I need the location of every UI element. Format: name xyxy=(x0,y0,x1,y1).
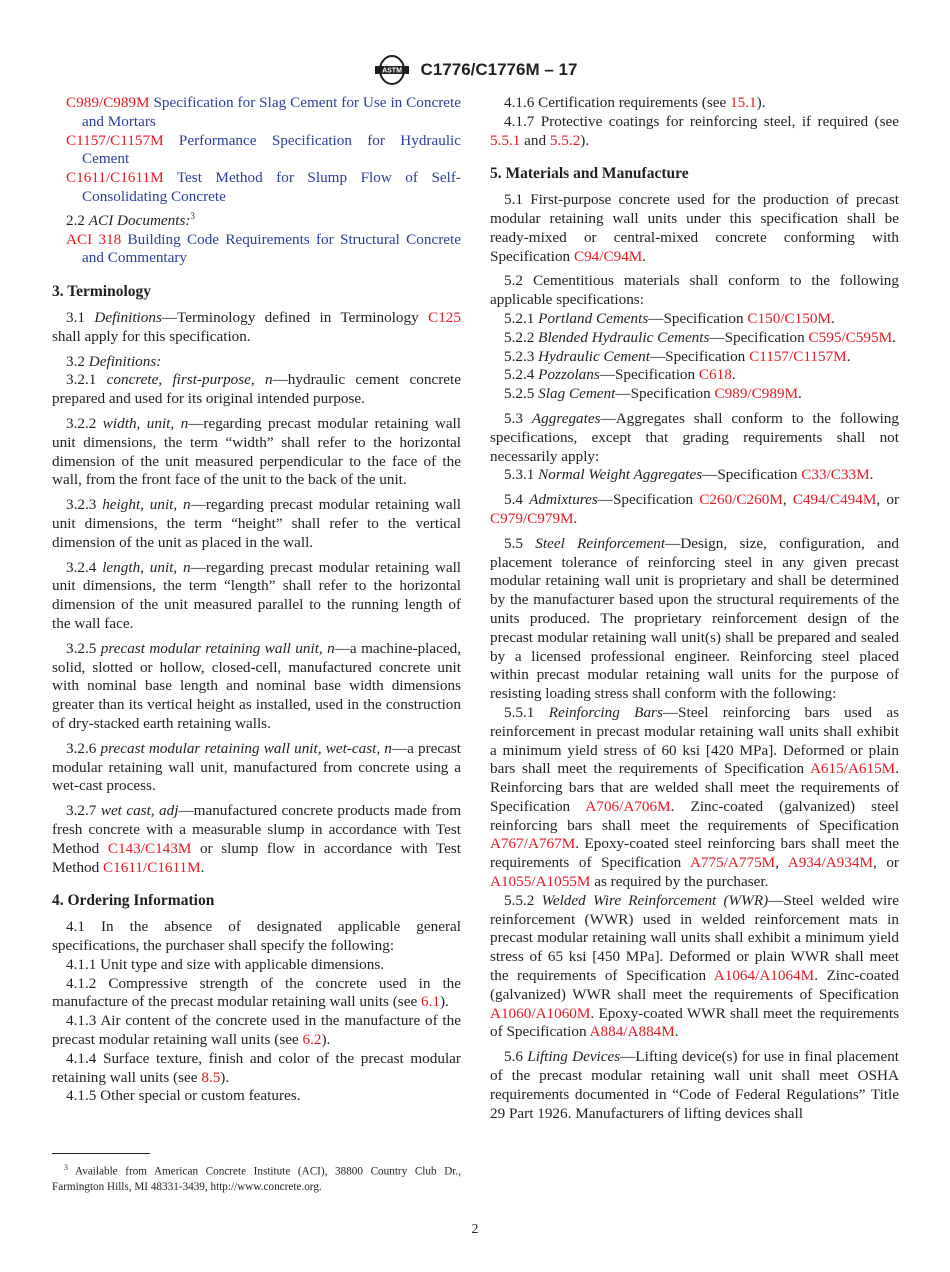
clause-5-2: 5.2 Cementitious materials shall conform to the following applicable specifications: xyxy=(490,272,899,309)
aci-documents-heading: 2.2 ACI Documents:$^3$ xyxy=(66,210,195,229)
footnote-divider xyxy=(52,1153,150,1154)
clause-4-1-5: 4.1.5 Other special or custom features. xyxy=(66,1087,301,1105)
clause-4-1-1: 4.1.1 Unit type and size with applicable dimensions. xyxy=(66,955,385,973)
link[interactable]: A706/A706M xyxy=(585,797,671,815)
link[interactable]: C125 xyxy=(428,309,461,327)
link[interactable]: 5.5.1 xyxy=(490,131,521,149)
clause-4-1-4: 4.1.4 Surface texture, finish and color of the precast modular retaining wall units (see 8.5). xyxy=(52,1049,461,1086)
clause-5-6: 5.6 Lifting Devices—Lifting device(s) for use in final placement of the precast modular retaining wall unit shall meet OSHA requirements documented in “Code of Federal Regulations” Title 29 Part 1926. Manufacturers of lifting devices shall xyxy=(490,1048,900,1122)
link[interactable]: A884/A884M xyxy=(589,1023,675,1041)
link[interactable]: 8.5 xyxy=(201,1068,221,1086)
section-heading-terminology: 3. Terminology xyxy=(52,283,152,301)
clause-4-1-6: 4.1.6 Certification requirements (see 15.1). xyxy=(504,94,766,111)
link[interactable]: A934/A934M xyxy=(787,854,873,872)
cement-item: 5.2.1 Portland Cements—Specification C150/C150M. xyxy=(504,309,835,327)
link[interactable]: C618 xyxy=(698,366,732,384)
cement-item: 5.2.3 Hydraulic Cement—Specification C1157/C1157M. xyxy=(504,347,851,365)
clause-3-2: 3.2 Definitions: xyxy=(66,352,162,370)
clause-5-5-1: 5.5.1 Reinforcing Bars—Steel reinforcing bars used as reinforcement in precast modular retaining wall units shall exhibit a minimum yield stress of 60 ksi [420 MPa]. Deformed or plain bars shall meet the requirements of Specification A615/A615M. Reinforcing bars that are welded shall meet the requirements of Specification A706/A706M. Zinc-coated (galvanized) steel reinforcing bars shall meet the requirements of Specification A767/A767M. Epoxy-coated steel reinforcing bars shall meet the requirements of Specification A775/A775M, A934/A934M, or A1055/A1055M as required by the purchaser. xyxy=(490,703,899,891)
link[interactable]: 6.2 xyxy=(302,1030,322,1048)
section-heading-ordering: 4. Ordering Information xyxy=(52,892,215,910)
section-heading-materials: 5. Materials and Manufacture xyxy=(490,165,689,183)
link[interactable]: 6.1 xyxy=(421,993,440,1011)
clause-5-5-2: 5.5.2 Welded Wire Reinforcement (WWR)—Steel welded wire reinforcement (WWR) used in welded reinforcement mats in precast modular retaining wall units shall exhibit a minimum yield stress of 65 ksi [450 MPa]. Deformed or plain WWR shall meet the requirements of Specification A1064/A1064M. Zinc-coated (galvanized) WWR shall meet the requirements of Specification A1060/A1060M. Epoxy-coated WWR shall meet the requirements of Specification A884/A884M. xyxy=(490,891,900,1041)
link[interactable]: A775/A775M xyxy=(689,854,776,872)
link[interactable]: 5.5.2 xyxy=(549,131,581,149)
link[interactable]: A767/A767M xyxy=(490,835,576,853)
reference-item xyxy=(52,132,461,170)
clause-4-1-3: 4.1.3 Air content of the concrete used in the manufacture of the precast modular retaining wall units (see 6.2). xyxy=(52,1012,461,1048)
clause-5-1: 5.1 First-purpose concrete used for the production of precast modular retaining wall units under this specification shall be ready-mixed or central-mixed concrete conforming with Specification C94/C94M. xyxy=(490,191,899,265)
definition-item: 3.2.3 height, unit, n—regarding precast modular retaining wall unit dimensions, the term “height” shall refer to the vertical dimension of the unit as placed in the wall. xyxy=(52,496,462,551)
astm-logo-icon xyxy=(373,55,411,85)
link[interactable]: A1055/A1055M xyxy=(490,873,591,891)
left-column xyxy=(52,94,461,1106)
right-column xyxy=(490,94,899,1123)
link[interactable]: C260/C260M xyxy=(699,491,783,509)
link[interactable]: 15.1 xyxy=(730,94,757,111)
reference-title[interactable]: Building Code Requirements for Structural Concrete and Commentary xyxy=(82,230,461,267)
link[interactable]: A1064/A1064M xyxy=(713,967,815,985)
page-number: 2 xyxy=(471,1222,479,1237)
reference-item xyxy=(52,231,461,269)
reference-code[interactable]: C1611/C1611M xyxy=(66,169,164,187)
clause-4-1-7: 4.1.7 Protective coatings for reinforcing steel, if required (see 5.5.1 and 5.5.2). xyxy=(490,112,899,149)
clause-5-3: 5.3 Aggregates—Aggregates shall conform to the following specifications, except that grading requirements shall not necessarily apply: xyxy=(490,409,899,465)
document-designation: C1776/C1776M – 17 xyxy=(420,60,578,79)
link[interactable]: C33/C33M xyxy=(801,466,870,484)
reference-code[interactable]: C1157/C1157M xyxy=(66,131,164,149)
reference-item xyxy=(52,94,461,132)
definition-item: 3.2.6 precast modular retaining wall unit, wet-cast, n—a precast modular retaining wall unit, manufactured from concrete using a wet-cast process. xyxy=(52,739,461,795)
reference-title[interactable]: Performance Specification for Hydraulic Cement xyxy=(82,131,461,168)
reference-title[interactable]: Test Method for Slump Flow of Self-Consolidating Concrete xyxy=(82,169,461,205)
definition-item: 3.2.5 precast modular retaining wall unit, n—a machine-placed, solid, slotted or hollow, closed-cell, manufactured concrete unit with nominal base length and nominal base width dimensions greater than its vertical height as installed, used in the construction of dry-stacked earth retaining walls. xyxy=(52,639,461,732)
link[interactable]: A1060/A1060M xyxy=(490,1004,591,1022)
link[interactable]: C94/C94M xyxy=(573,247,643,265)
cement-item: 5.2.4 Pozzolans—Specification C618. xyxy=(504,366,736,384)
link[interactable]: A615/A615M xyxy=(809,760,896,778)
definition-item: 3.2.1 concrete, first-purpose, n—hydraulic cement concrete prepared and used for its original intended purpose. xyxy=(52,371,461,408)
cement-item: 5.2.5 Slag Cement—Specification C989/C989M. xyxy=(504,385,802,403)
reference-code[interactable]: ACI 318 xyxy=(66,230,122,248)
definition-item: 3.2.4 length, unit, n—regarding precast modular retaining wall unit dimensions, the term “length” shall refer to the horizontal dimension of the unit measured parallel to the running length of the wall face. xyxy=(52,558,462,632)
reference-title[interactable]: Specification for Slag Cement for Use in Concrete and Mortars xyxy=(82,94,461,130)
link[interactable]: C150/C150M xyxy=(747,309,831,327)
cement-item: 5.2.2 Blended Hydraulic Cements—Specification C595/C595M. xyxy=(504,328,896,346)
link[interactable]: C1611/C1611M xyxy=(103,858,201,876)
reference-code[interactable]: C989/C989M xyxy=(66,94,150,111)
clause-4-1: 4.1 In the absence of designated applicable general specifications, the purchaser shall specify the following: xyxy=(52,918,461,954)
svg-text:ASTM: ASTM xyxy=(381,67,402,75)
reference-item xyxy=(52,169,461,207)
definition-item: 3.2.2 width, unit, n—regarding precast modular retaining wall unit dimensions, the term “width” shall refer to the horizontal dimension of the unit measured perpendicular to the face of the wall, from the front face of the unit to the back of the unit. xyxy=(52,415,461,489)
definition-item: 3.2.7 wet cast, adj—manufactured concrete products made from fresh concrete with a measurable slump in accordance with Test Method C143/C143M or slump flow in accordance with Test Method C1611/C1611M. xyxy=(52,802,462,876)
footnote: $^3$ Available from American Concrete Institute (ACI), 38800 Country Club Dr., Farmington Hills, MI 48331-3439, http://www.concrete.org. xyxy=(52,1163,461,1193)
link[interactable]: C494/C494M xyxy=(792,491,877,509)
clause-5-5: 5.5 Steel Reinforcement—Design, size, configuration, and placement tolerance of reinforcing steel in any given precast modular retaining wall unit is proprietary and shall be determined by the manufacturer based upon the structural requirements of the units produced. The proprietary reinforcement design of the precast modular retaining wall unit(s) shall be prepared and sealed by a licensed professional engineer. Reinforcing steel placed within precast modular retaining wall units for the purpose of resisting loading stress shall conform with the following: xyxy=(490,534,900,703)
link[interactable]: C979/C979M xyxy=(490,509,574,527)
link[interactable]: C989/C989M xyxy=(714,385,799,403)
link[interactable]: C1157/C1157M xyxy=(749,347,847,365)
link[interactable]: C595/C595M xyxy=(808,328,893,346)
clause-4-1-2: 4.1.2 Compressive strength of the concrete used in the manufacture of the precast modular retaining wall units (see 6.1). xyxy=(52,974,461,1011)
clause-5-3-1: 5.3.1 Normal Weight Aggregates—Specification C33/C33M. xyxy=(504,466,874,484)
clause-3-1: 3.1 Definitions—Terminology defined in Terminology C125 shall apply for this specification. xyxy=(52,309,461,345)
link[interactable]: C143/C143M xyxy=(107,839,192,857)
page-header xyxy=(0,55,950,85)
clause-5-4: 5.4 Admixtures—Specification C260/C260M, C494/C494M, or C979/C979M. xyxy=(490,491,900,527)
